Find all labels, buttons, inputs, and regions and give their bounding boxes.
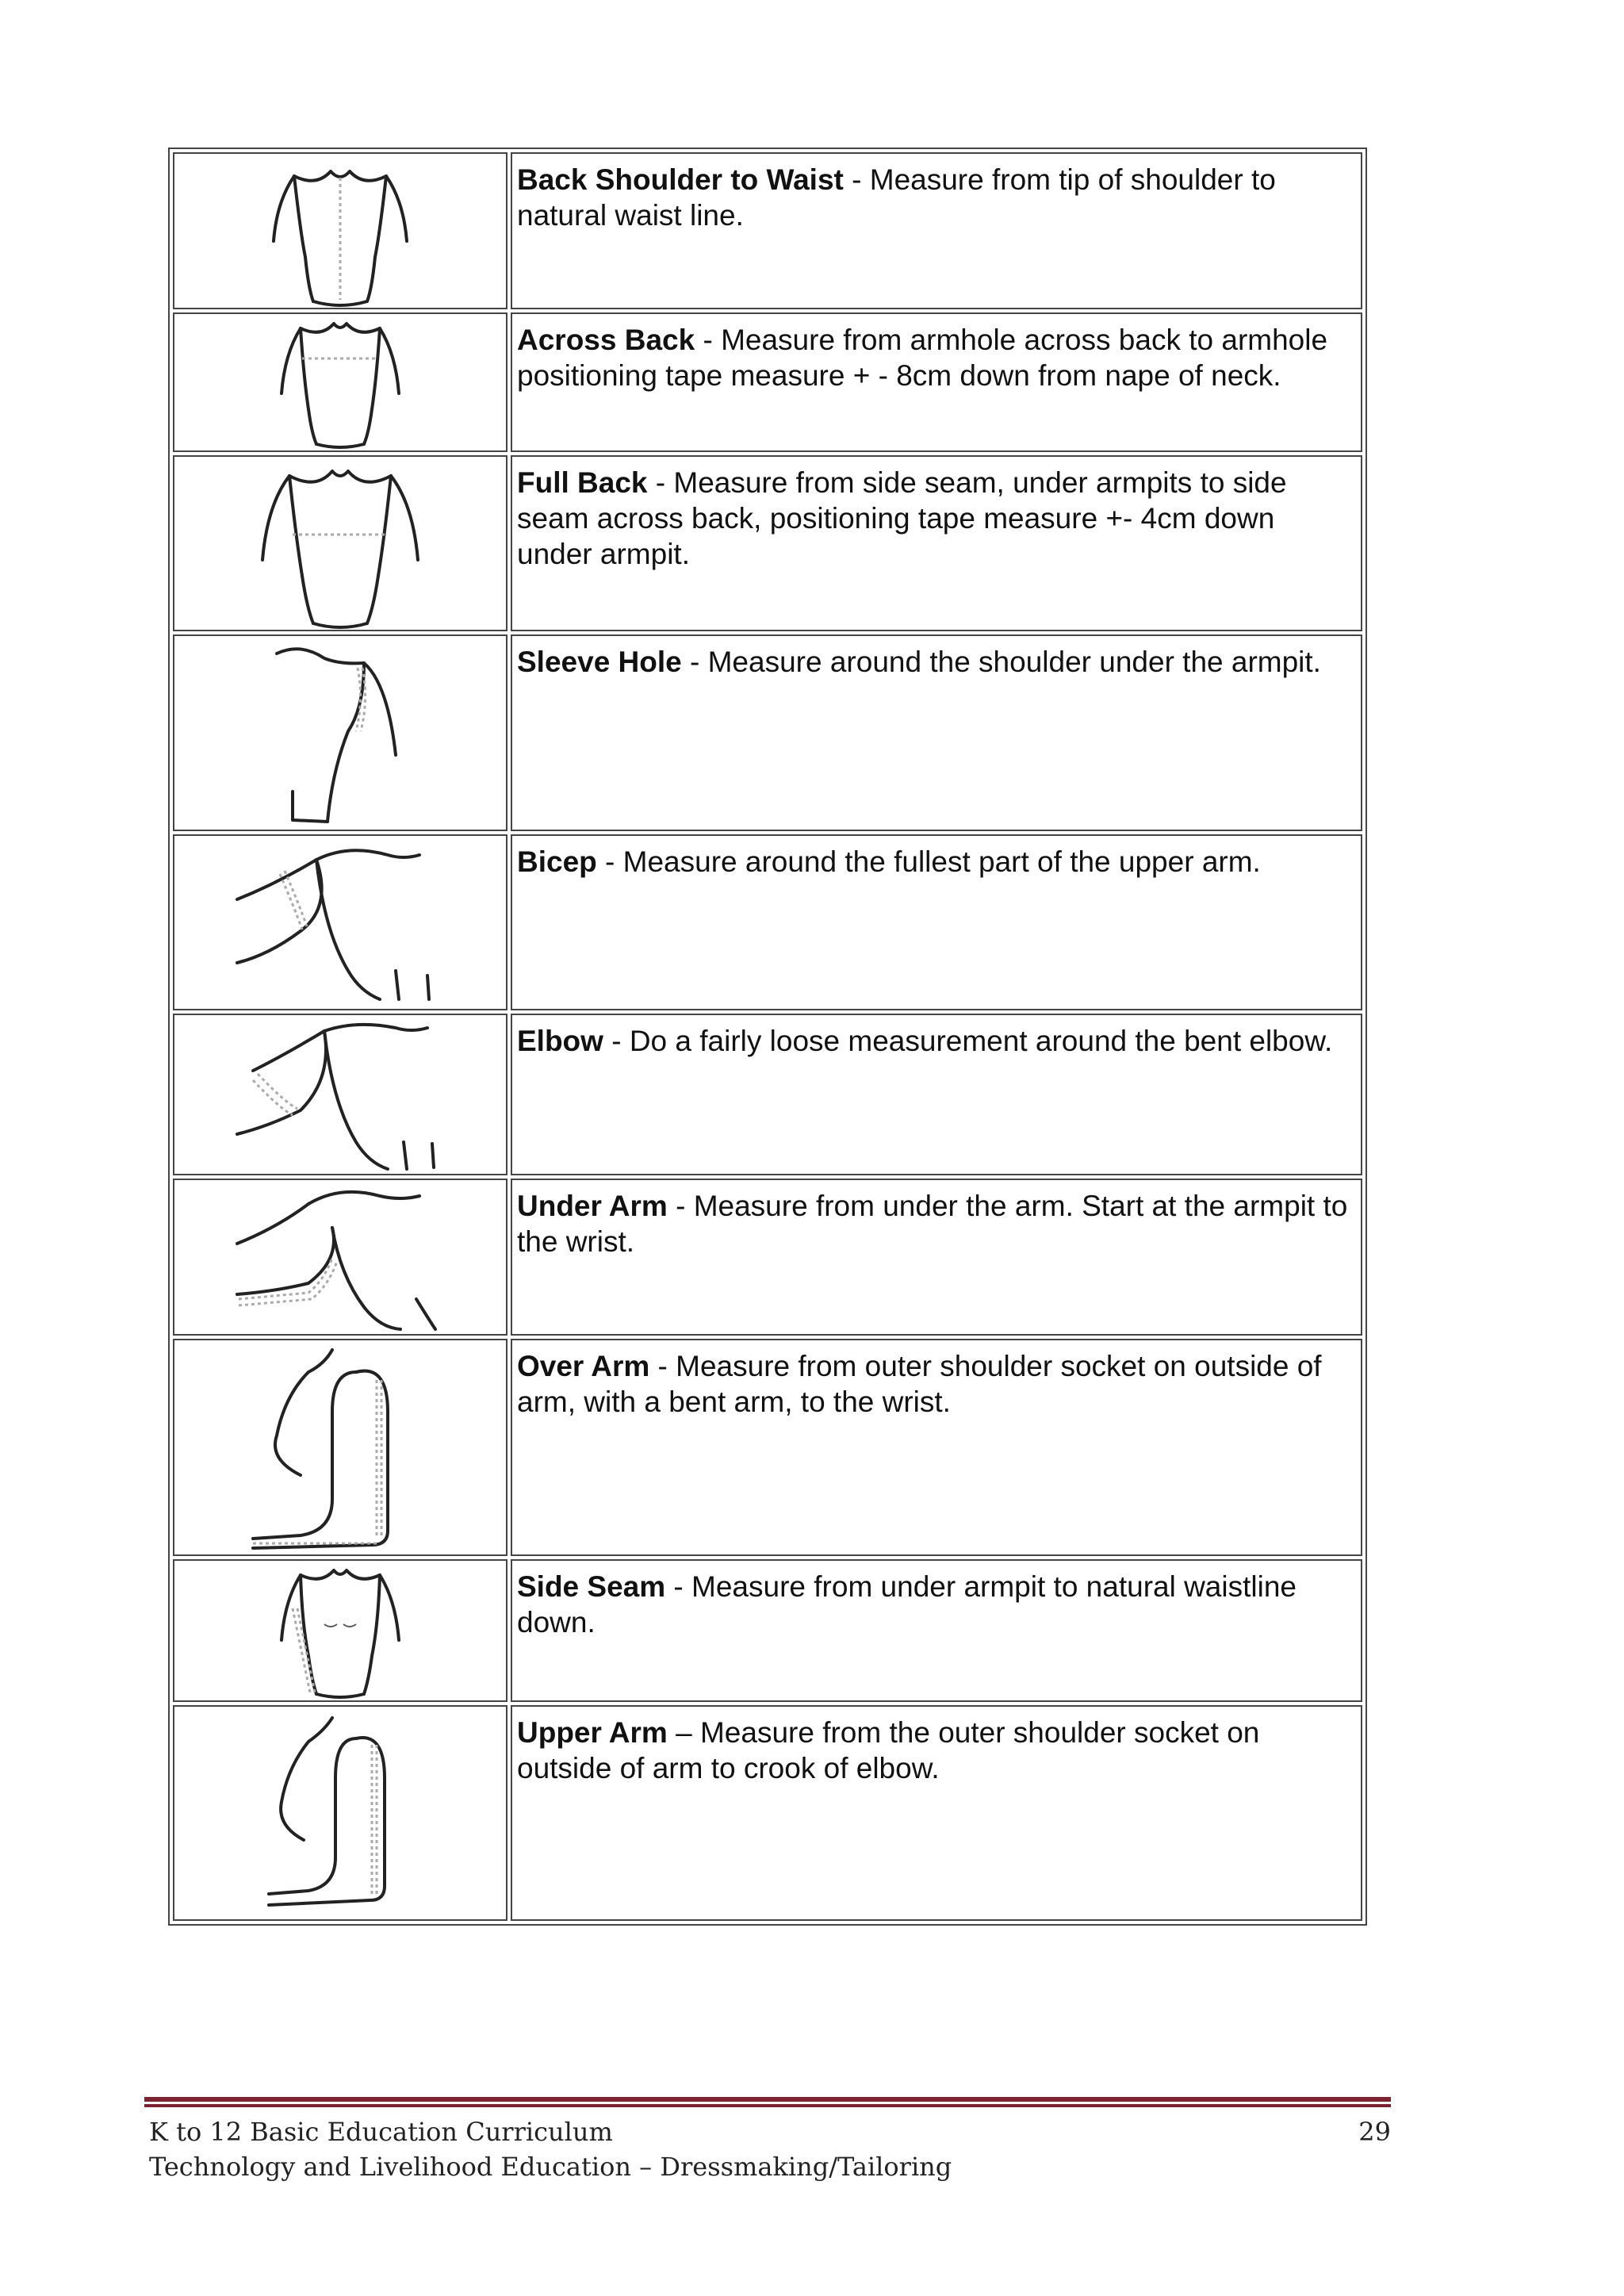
table-row: [173, 152, 1362, 309]
table-row: [173, 1014, 1362, 1175]
footer-divider: [144, 2097, 1391, 2107]
table-row: [173, 312, 1362, 452]
arm-elbow-tape-icon: [221, 1015, 459, 1174]
term-description: - Measure from under the arm. Start at the armpit to the wrist.: [517, 1190, 1348, 1258]
figure-cell: [173, 834, 508, 1010]
figure-cell: [173, 1014, 508, 1175]
term-label: Upper Arm: [517, 1716, 668, 1749]
figure-cell: [173, 1705, 508, 1921]
table-row: [173, 1705, 1362, 1921]
back-bodice-across-tape-icon: [245, 314, 435, 450]
description-cell: [511, 152, 1362, 309]
bodice-side-seam-tape-icon: [245, 1561, 435, 1700]
bent-arm-upper-tape-icon: [245, 1707, 435, 1919]
description-cell: [511, 1559, 1362, 1702]
figure-cell: [173, 455, 508, 631]
term-description: - Measure from under armpit to natural waistline down.: [517, 1570, 1297, 1639]
page-number: 29: [1358, 2117, 1391, 2147]
table-row: [173, 455, 1362, 631]
term-label: Bicep: [517, 845, 597, 878]
figure-cell: [173, 1339, 508, 1556]
term-label: Over Arm: [517, 1350, 650, 1382]
back-bodice-vertical-tape-icon: [245, 154, 435, 308]
footer-curriculum: K to 12 Basic Education Curriculum: [149, 2117, 613, 2147]
term-description: - Measure from tip of shoulder to natural waist line.: [517, 163, 1276, 232]
description-cell: [511, 1179, 1362, 1336]
footer-subject: Technology and Livelihood Education – Dressmaking/Tailoring: [149, 2152, 952, 2182]
figure-cell: [173, 312, 508, 452]
term-label: Across Back: [517, 324, 695, 356]
table-row: [173, 834, 1362, 1010]
bent-arm-over-tape-icon: [237, 1340, 443, 1554]
term-description: - Measure around the shoulder under the armpit.: [681, 646, 1321, 678]
description-cell: [511, 312, 1362, 452]
table-row: [173, 1559, 1362, 1702]
description-cell: [511, 834, 1362, 1010]
figure-cell: [173, 152, 508, 309]
measurement-table: [168, 148, 1367, 1926]
term-label: Sleeve Hole: [517, 646, 682, 678]
term-description: – Measure from the outer shoulder socket on outside of arm to crook of elbow.: [517, 1716, 1260, 1784]
table-row: [173, 1339, 1362, 1556]
description-cell: [511, 634, 1362, 831]
description-cell: [511, 1014, 1362, 1175]
term-label: Back Shoulder to Waist: [517, 163, 844, 196]
description-cell: [511, 455, 1362, 631]
term-description: - Do a fairly loose measurement around the bent elbow.: [603, 1025, 1333, 1057]
term-description: - Measure from outer shoulder socket on outside of arm, with a bent arm, to the wrist.: [517, 1350, 1322, 1418]
term-label: Elbow: [517, 1025, 603, 1057]
term-description: - Measure from armhole across back to armhole positioning tape measure + - 8cm down from nape of neck.: [517, 324, 1328, 392]
back-bodice-full-tape-icon: [237, 457, 443, 630]
table-row: [173, 634, 1362, 831]
term-label: Under Arm: [517, 1190, 668, 1222]
term-label: Side Seam: [517, 1570, 666, 1603]
figure-cell: [173, 1179, 508, 1336]
term-description: - Measure around the fullest part of the upper arm.: [596, 845, 1261, 878]
arm-under-tape-icon: [221, 1180, 459, 1334]
figure-cell: [173, 634, 508, 831]
figure-cell: [173, 1559, 508, 1702]
page-footer: [149, 2114, 1391, 2184]
table-row: [173, 1179, 1362, 1336]
description-cell: [511, 1705, 1362, 1921]
term-description: - Measure from side seam, under armpits to side seam across back, positioning tape measure +- 4cm down under armpit.: [517, 466, 1287, 570]
term-label: Full Back: [517, 466, 648, 499]
armhole-tape-icon: [245, 636, 435, 830]
description-cell: [511, 1339, 1362, 1556]
arm-bicep-tape-icon: [221, 836, 459, 1009]
